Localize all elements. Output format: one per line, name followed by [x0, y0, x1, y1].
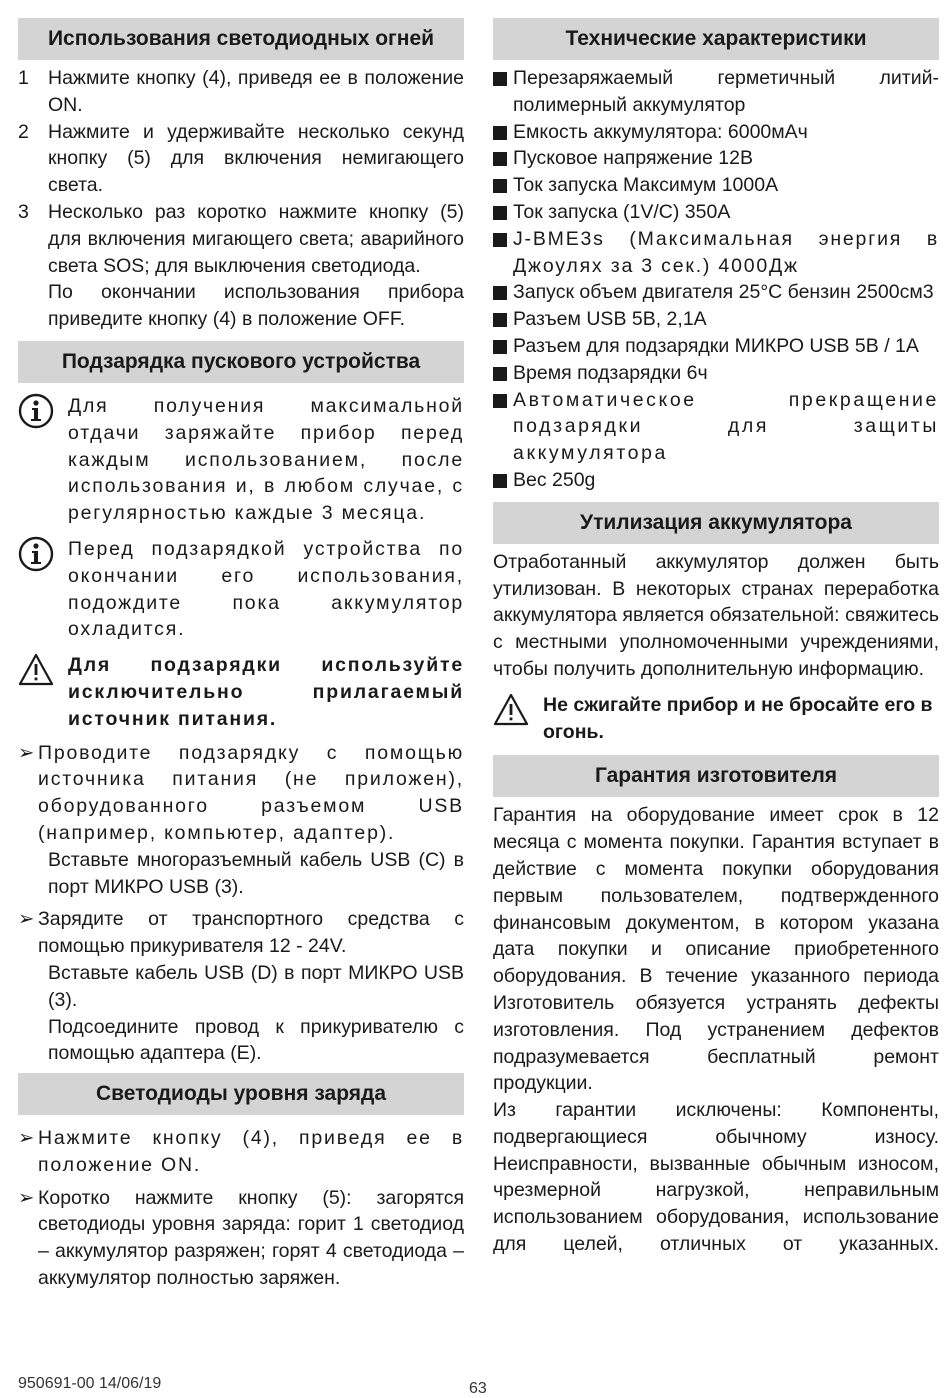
usage-step-3: [18, 199, 464, 279]
arrowhead-bullet-icon: ➢: [18, 1186, 35, 1209]
square-bullet-icon: [493, 152, 507, 166]
spec-item: [493, 199, 939, 226]
spec-item: [493, 119, 939, 146]
charging-item-1: [18, 740, 464, 847]
arrowhead-bullet-icon: ➢: [18, 1127, 37, 1150]
section-header-leds: Светодиоды уровня заряда: [18, 1073, 464, 1115]
warning-text-disposal: Не сжигайте прибор и не бросайте его в огонь.: [543, 693, 933, 743]
square-bullet-icon: [493, 206, 507, 220]
square-bullet-icon: [493, 340, 507, 354]
spec-item: [493, 145, 939, 172]
spec-item-text: Емкость аккумулятора: 6000мАч: [513, 120, 808, 143]
spec-item: [493, 467, 939, 494]
spec-item-text: Ток запуска (1V/C) 350А: [513, 200, 731, 223]
leds-item-2: [18, 1185, 464, 1292]
page-number: 63: [469, 1380, 487, 1397]
section-header-disposal: Утилизация аккумулятора: [493, 502, 939, 544]
spec-item: [493, 387, 939, 467]
charging-item-2-sub-1: Вставьте кабель USB (D) в порт МИКРО USB (3).: [48, 961, 464, 1011]
section-header-charging: Подзарядка пускового устройства: [18, 341, 464, 383]
info-icon: [18, 393, 54, 429]
spec-item-text: Запуск объем двигателя 25°C бензин 2500см3: [513, 281, 934, 304]
usage-step-1: [18, 65, 464, 119]
right-column: [493, 18, 939, 1258]
leds-item-1-text: Нажмите кнопку (4), приведя ее в положение ON.: [38, 1127, 464, 1176]
step-number: 1: [18, 67, 29, 89]
spec-item-text: Ток запуска Максимум 1000А: [513, 174, 779, 197]
info-note-1: [18, 393, 464, 527]
square-bullet-icon: [493, 72, 507, 86]
info-icon: [18, 536, 54, 572]
arrowhead-bullet-icon: ➢: [18, 908, 35, 931]
leds-item-1: [18, 1125, 464, 1179]
charging-item-2-sub-2: Подсоедините провод к прикуривателю с помощью адаптера (E).: [48, 1015, 464, 1065]
spec-item-text: Разъем для подзарядки МИКРО USB 5В / 1А: [513, 334, 919, 357]
section-header-led-usage: Использования светодиодных огней: [18, 18, 464, 60]
spec-item-text: Пусковое напряжение 12В: [513, 147, 754, 170]
spec-item-text: J-BME3s (Максимальная энергия в Джоулях за 3 сек.) 4000Дж: [513, 227, 939, 277]
spec-item: [493, 279, 939, 306]
square-bullet-icon: [493, 286, 507, 300]
spec-item: [493, 172, 939, 199]
spec-item-text: Автоматическое прекращение подзарядки для защиты аккумулятора: [513, 388, 939, 465]
square-bullet-icon: [493, 179, 507, 193]
square-bullet-icon: [493, 126, 507, 140]
warning-triangle-icon: [493, 692, 529, 728]
info-text-2: Перед подзарядкой устройства по окончании его использования, подождите пока аккумулятор охладится.: [68, 537, 464, 641]
spec-item-text: Перезаряжаемый герметичный литий-полимерный аккумулятор: [513, 67, 939, 116]
usage-step-2: [18, 119, 464, 199]
warning-note-disposal: [493, 692, 939, 746]
spec-item: [493, 360, 939, 387]
square-bullet-icon: [493, 394, 507, 408]
spec-item: [493, 306, 939, 333]
step-text: Нажмите кнопку (4), приведя ее в положение ON.: [48, 67, 464, 116]
disposal-text: Отработанный аккумулятор должен быть утилизован. В некоторых странах переработка аккумулятора является обязательной: свяжитесь с местными уполномоченными учреждениями, чтобы получить дополнительную информацию.: [493, 550, 939, 680]
spec-item: [493, 226, 939, 280]
warning-note-charging: [18, 652, 464, 732]
info-text-1: Для получения максимальной отдачи заряжайте прибор перед каждым использованием, после использования и, в любом случае, с регулярностью каждые 3 месяца.: [68, 394, 464, 525]
step-text: Нажмите и удерживайте несколько секунд кнопку (5) для включения немигающего света.: [48, 120, 464, 197]
spec-item-text: Время подзарядки 6ч: [513, 361, 708, 384]
section-header-warranty: Гарантия изготовителя: [493, 755, 939, 797]
usage-after-text: По окончании использования прибора приведите кнопку (4) в положение OFF.: [48, 281, 464, 331]
document-code: 950691-00 14/06/19: [18, 1375, 162, 1392]
info-note-2: [18, 536, 464, 643]
spec-item: [493, 65, 939, 119]
charging-item-2: [18, 906, 464, 960]
square-bullet-icon: [493, 367, 507, 381]
charging-item-1-text: Проводите подзарядку с помощью источника питания (не приложен), оборудованного разъемом USB (например, компьютер, адаптер).: [38, 741, 464, 844]
warning-triangle-icon: [18, 652, 54, 688]
section-header-specs: Технические характеристики: [493, 18, 939, 60]
square-bullet-icon: [493, 233, 507, 247]
warning-text-charging: Для подзарядки используйте исключительно прилагаемый источник питания.: [68, 654, 464, 730]
spec-item-text: Вес 250g: [513, 468, 596, 491]
warranty-text-1: Гарантия на оборудование имеет срок в 12 месяца с момента покупки. Гарантия вступает в действие с момента покупки оборудования первым пользователем, подтвержденного финансовым документом, в котором указана дата покупки и описание приобретенного оборудования. В течение указанного периода Изготовитель обязуется устранять дефекты изготовления. Под устранением дефектов подразумевается бесплатный ремонт продукции.: [493, 804, 939, 1095]
warranty-text-2: Из гарантии исключены: Компоненты, подвергающиеся обычному износу. Неисправности, вызванные обычным износом, чрезмерной нагрузкой, неправильным использованием оборудования, использование для целей, отличных от указанных.: [493, 1099, 939, 1256]
arrowhead-bullet-icon: ➢: [18, 741, 37, 764]
step-number: 2: [18, 120, 29, 143]
step-number: 3: [18, 200, 29, 223]
charging-item-1-sub: Вставьте многоразъемный кабель USB (C) в порт МИКРО USB (3).: [48, 848, 464, 898]
spec-item: [493, 333, 939, 360]
charging-item-2-text: Зарядите от транспортного средства с помощью прикуривателя 12 - 24V.: [38, 908, 464, 958]
left-column: [18, 18, 464, 1292]
square-bullet-icon: [493, 474, 507, 488]
spec-item-text: Разъем USB 5В, 2,1А: [513, 308, 707, 331]
leds-item-2-text: Коротко нажмите кнопку (5): загорятся светодиоды уровня заряда: горит 1 светодиод – аккумулятор разряжен; горят 4 светодиода – аккумулятор полностью заряжен.: [38, 1186, 464, 1290]
square-bullet-icon: [493, 313, 507, 327]
step-text: Несколько раз коротко нажмите кнопку (5) для включения мигающего света; аварийного света SOS; для выключения светодиода.: [48, 200, 464, 277]
